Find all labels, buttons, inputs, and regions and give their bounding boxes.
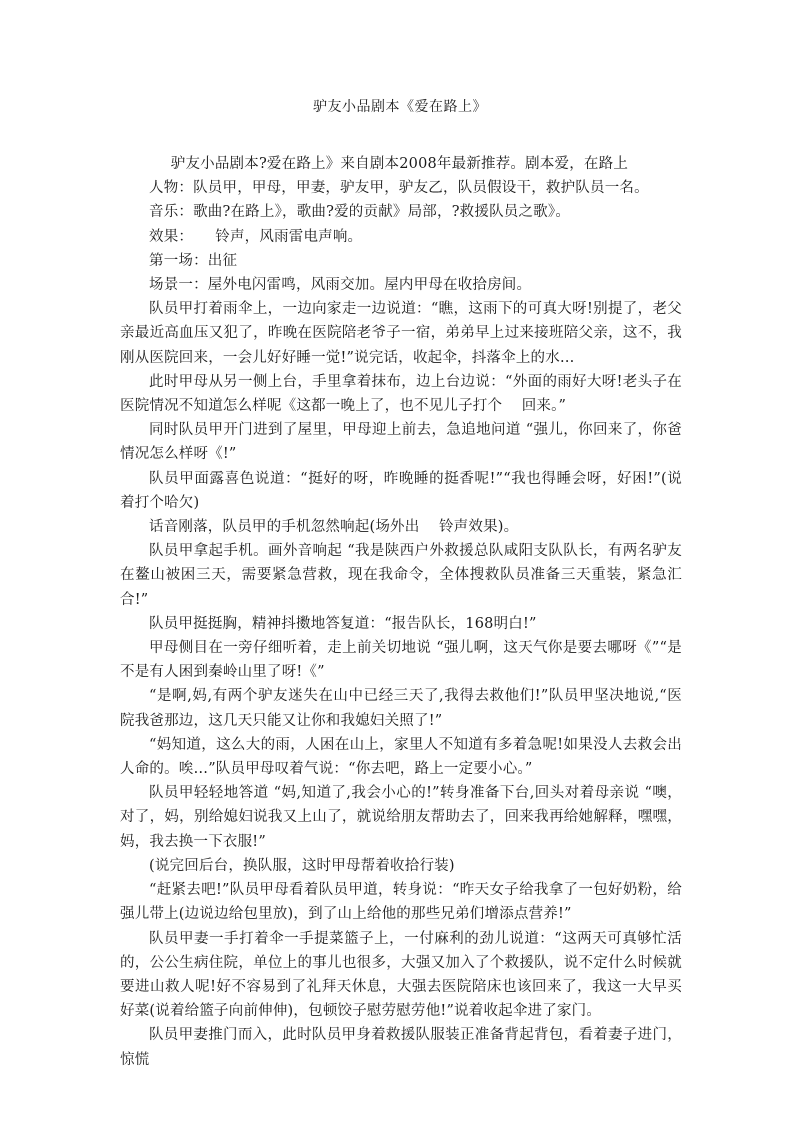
paragraph: “赶紧去吧!”队员甲母看着队员甲道，转身说：“昨天女子给我拿了一包好奶粉，给强儿带上(边说边给包里放)，到了山上给他的那些兄弟们增添点营养!” (120, 882, 682, 923)
paragraph: 此时甲母从另一侧上台，手里拿着抹布，边上台边说：“外面的雨好大呀!老头子在医院情况不知道怎么样呢《这都一晚上了，也不见儿子打个 回来。” (120, 373, 682, 415)
paragraph-effects: 效果： 铃声，风雨雷电声响。 (149, 228, 363, 245)
paragraph: 队员甲轻轻地答道 “妈,知道了,我会小心的!”转身准备下台,回头对着母亲说 “噢，对了，妈，别给媳妇说我又上山了，就说给朋友帮助去了，回来我再给她解释，嘿嘿，妈，我去换一下衣服!” (120, 785, 682, 850)
paragraph: 队员甲妻推门而入，此时队员甲身着救援队服装正准备背起背包，看着妻子进门，惊慌 (120, 1027, 682, 1068)
paragraph: (说完回后台，换队服，这时甲母帮着收拾行装) (149, 857, 455, 874)
paragraph: 队员甲拿起手机。画外音响起 “我是陕西户外救援总队咸阳支队队长，有两名驴友在鳌山被困三天，需要紧急营救，现在我命令，全体搜救队员准备三天重装，紧急汇合!” (120, 543, 682, 608)
document-body (120, 152, 682, 1072)
paragraph: 甲母侧目在一旁仔细听着，走上前关切地说 “强儿啊，这天气你是要去哪呀《”“是不是有人困到秦岭山里了呀!《” (120, 640, 682, 681)
paragraph-scene-heading: 第一场：出征 (149, 252, 238, 269)
paragraph-intro: 驴友小品剧本?爱在路上》来自剧本2008年最新推荐。剧本爱，在路上 (170, 156, 629, 172)
document-title: 驴友小品剧本《爱在路上》 (313, 99, 487, 115)
paragraph: 同时队员甲开门进到了屋里，甲母迎上前去，急追地问道 “强儿，你回来了，你爸情况怎么样呀《!” (120, 422, 682, 463)
paragraph-music: 音乐：歌曲?在路上》，歌曲?爱的贡献》局部，?救援队员之歌》。 (149, 204, 571, 221)
paragraph: 话音刚落，队员甲的手机忽然响起(场外出 铃声效果)。 (149, 519, 519, 536)
paragraph: 队员甲妻一手打着伞一手提菜篮子上，一付麻利的劲儿说道：“这两天可真够忙活的，公公生病住院，单位上的事儿也很多，大强又加入了个救援队，说不定什么时候就要进山救人呢!好不容易到了礼拜天休息，大强去医院陪床也该回来了，我这一大早买好菜(说着给篮子向前伸伸)，包顿饺子慰劳慰劳他!”说着收起伞进了家门。 (120, 930, 682, 1020)
paragraph: 队员甲挺挺胸，精神抖擞地答复道：“报告队长，168明白!” (149, 615, 537, 632)
paragraph: 队员甲打着雨伞上，一边向家走一边说道：“瞧，这雨下的可真大呀!别提了，老父亲最近高血压又犯了，昨晚在医院陪老爷子一宿，弟弟早上过来接班陪父亲，这不，我刚从医院回来，一会儿好好睡一觉!”说完话，收起伞，抖落伞上的水… (120, 301, 682, 366)
paragraph: “妈知道，这么大的雨，人困在山上，家里人不知道有多着急呢!如果没人去救会出人命的。唉…”队员甲母叹着气说：“你去吧，路上一定要小心。” (120, 736, 682, 778)
paragraph: “是啊,妈,有两个驴友迷失在山中已经三天了,我得去救他们!”队员甲坚决地说,“医院我爸那边，这几天只能又让你和我媳妇关照了!” (120, 688, 682, 729)
paragraph: 队员甲面露喜色说道：“挺好的呀，昨晚睡的挺香呢!”“我也得睡会呀，好困!”(说着打个哈欠) (120, 470, 682, 511)
paragraph-characters: 人物：队员甲，甲母，甲妻，驴友甲，驴友乙，队员假设干，救护队员一名。 (149, 180, 649, 197)
paragraph: 场景一：屋外电闪雷鸣，风雨交加。屋内甲母在收拾房间。 (149, 277, 532, 294)
